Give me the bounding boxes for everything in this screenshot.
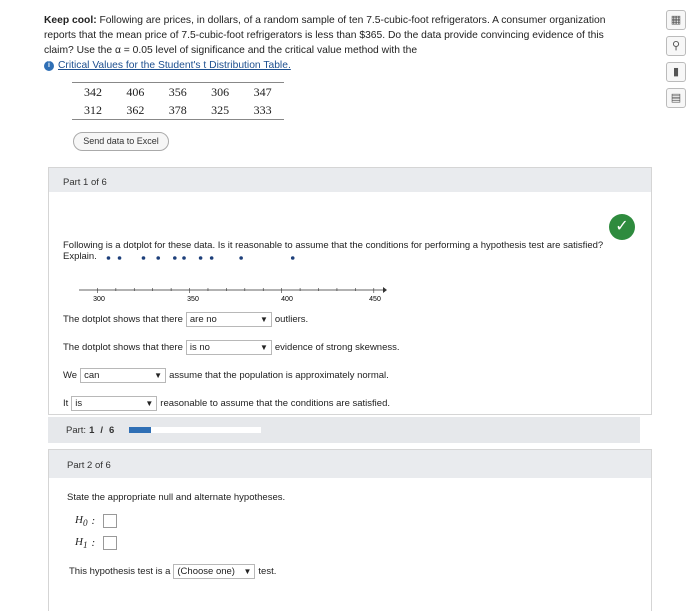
answer-row-conditions — [63, 396, 390, 411]
h0-colon: : — [91, 515, 96, 528]
check-icon: ✓ — [609, 214, 635, 240]
alternate-hypothesis — [75, 536, 117, 550]
dropdown-arrow-icon: ▼ — [259, 315, 268, 324]
answer-row-skewness — [63, 340, 400, 355]
problem-text: Following are prices, in dollars, of a random sample of ten 7.5-cubic-foot refrigerators. A consumer organization reports that the mean price of 7.5-cubic-foot refrigerators is less than $365. Do the data provide convincing evidence of this claim? Use the α = 0.05 level of significance and the critical value method with the — [44, 15, 606, 56]
part-2-question — [67, 492, 285, 503]
progress-sep: / — [100, 424, 103, 436]
select-value: are no — [189, 314, 217, 325]
select-value: is — [75, 398, 83, 409]
dot-point — [156, 256, 160, 260]
h1-label: H — [75, 536, 83, 548]
conditions-select[interactable] — [71, 396, 157, 411]
dropdown-arrow-icon: ▼ — [243, 567, 252, 576]
progress-total: 6 — [109, 424, 115, 436]
progress-current: 1 — [89, 424, 95, 436]
progress-label: Part: — [66, 424, 87, 436]
outliers-select[interactable] — [186, 312, 272, 327]
part-1-header: Part 1 of 6 — [49, 168, 651, 192]
tick-label: 450 — [369, 296, 381, 303]
row-suffix: reasonable to assume that the conditions are satisfied. — [160, 398, 391, 409]
axis-arrow-right-icon — [383, 287, 387, 293]
problem-statement — [44, 13, 636, 73]
answer-row-normality — [63, 368, 389, 383]
info-icon: i — [44, 61, 54, 71]
row-prefix: This hypothesis test is a — [69, 566, 171, 577]
tick-label: 350 — [187, 296, 199, 303]
dot-point — [210, 256, 214, 260]
answer-row-outliers — [63, 312, 308, 327]
part-2-question-text: State the appropriate null and alternate hypotheses. — [67, 492, 286, 503]
table-cell: 362 — [126, 102, 145, 117]
dropdown-arrow-icon: ▼ — [154, 371, 163, 380]
row-prefix: We — [63, 370, 78, 381]
dot-point — [291, 256, 295, 260]
table-row — [72, 82, 284, 101]
null-hypothesis — [75, 514, 117, 528]
table-cell: 356 — [168, 84, 187, 99]
row-prefix: The dotplot shows that there — [63, 314, 183, 325]
bar-chart-icon[interactable]: ▮ — [666, 62, 686, 82]
progress-fill — [129, 427, 151, 433]
table-cell: 312 — [84, 102, 102, 117]
select-value: (Choose one) — [177, 566, 235, 577]
side-toolbar — [666, 10, 688, 114]
problem-lead: Keep cool: — [44, 15, 97, 26]
part-2-header: Part 2 of 6 — [49, 450, 651, 478]
row-suffix: test. — [258, 566, 277, 577]
dot-point — [107, 256, 111, 260]
skewness-select[interactable] — [186, 340, 272, 355]
dotplot-ticks — [97, 288, 373, 293]
tick-label: 300 — [93, 296, 105, 303]
dot-point — [239, 256, 243, 260]
dot-point — [199, 256, 203, 260]
h1-sub: 1 — [82, 540, 88, 551]
part-progress-bar — [48, 417, 640, 443]
dropdown-arrow-icon: ▼ — [145, 399, 154, 408]
row-suffix: evidence of strong skewness. — [274, 342, 400, 353]
select-value: can — [84, 370, 100, 381]
table-cell: 325 — [211, 102, 230, 117]
dotplot — [77, 252, 387, 312]
send-to-excel-button[interactable]: Send data to Excel — [73, 132, 169, 151]
dot-point — [142, 256, 146, 260]
part-1-question: Following is a dotplot for these data. Is it reasonable to assume that the conditions for performing a hypothesis test are satisfied? Explain. — [63, 240, 604, 262]
row-prefix: The dotplot shows that there — [63, 342, 183, 353]
select-value: is no — [189, 342, 210, 353]
table-cell: 347 — [253, 84, 272, 99]
dot-point — [182, 256, 186, 260]
part-2-body — [49, 478, 651, 612]
dotplot-points — [107, 256, 295, 260]
part-1-body — [49, 192, 651, 414]
translate-icon[interactable]: ⚲ — [666, 36, 686, 56]
row-prefix: It — [63, 398, 69, 409]
h1-colon: : — [91, 537, 96, 550]
table-cell: 342 — [84, 84, 102, 99]
row-suffix: assume that the population is approximately normal. — [169, 370, 389, 381]
calculator-icon[interactable]: ▦ — [666, 10, 686, 30]
table-cell: 333 — [253, 102, 272, 117]
progress-track — [129, 427, 261, 433]
h1-input-box[interactable] — [103, 536, 117, 550]
test-type-row — [69, 564, 276, 579]
dropdown-arrow-icon: ▼ — [259, 343, 268, 352]
table-icon[interactable]: ▤ — [666, 88, 686, 108]
test-type-select[interactable] — [173, 564, 255, 579]
table-cell: 378 — [168, 102, 187, 117]
dot-point — [118, 256, 122, 260]
h0-label: H — [75, 514, 83, 526]
h0-input-box[interactable] — [103, 514, 117, 528]
critical-values-link[interactable]: Critical Values for the Student's t Distribution Table. — [58, 60, 291, 71]
row-suffix: outliers. — [274, 314, 309, 325]
normality-select[interactable] — [80, 368, 166, 383]
part-2-panel — [48, 449, 652, 611]
h0-sub: 0 — [82, 518, 88, 529]
part-1-panel — [48, 167, 652, 415]
data-table — [72, 82, 284, 120]
table-cell: 406 — [126, 84, 145, 99]
dot-point — [173, 256, 177, 260]
table-row — [72, 101, 284, 120]
tick-label: 400 — [281, 296, 293, 303]
table-cell: 306 — [211, 84, 230, 99]
